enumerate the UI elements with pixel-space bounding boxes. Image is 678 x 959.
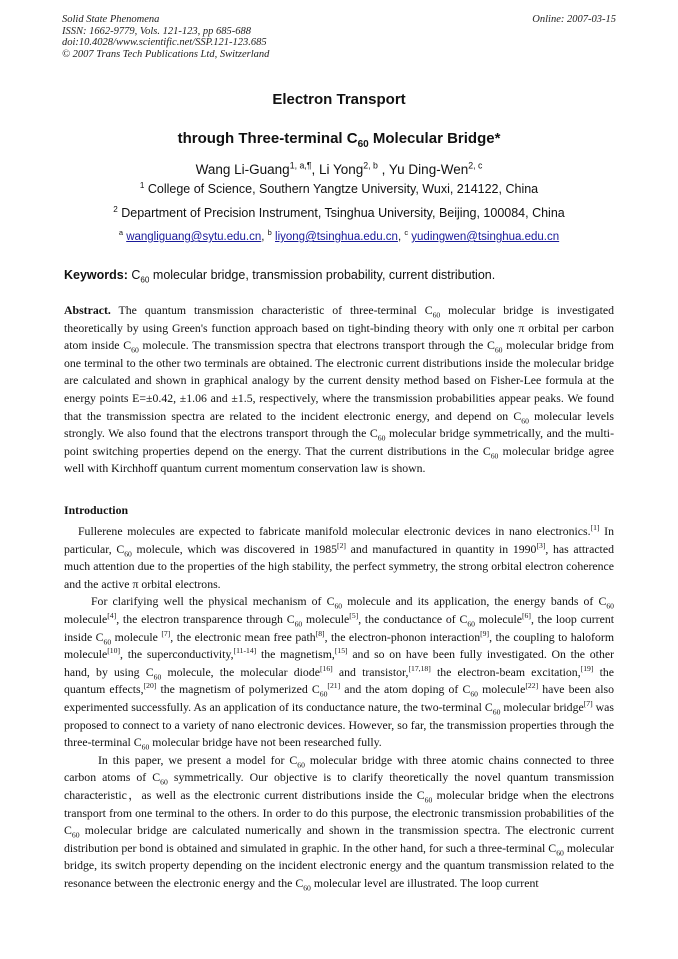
paragraph: For clarifying well the physical mechanism of $C_{60}$ molecule and its application, the energy bands of $C_{60}$ molecule[4], the electron transparence through $C_{60}$ molecule[5], the conductance of $C_{60}$ molecule[6], the loop current inside $C_{60}$ molecule [7], the electronic mean free path[8], the electron-phonon interaction[9], the coupling to haloform molecule[10], the superconductivity,[11-14] the magnetism,[15] and so on have been fully investigated. On the other hand, by using $C_{60}$ molecule, the molecular diode[16] and transistor,[17,18] the electron-beam excitation,[19] the quantum effects,[20] the magnetism of polymerized $C_{60}[21]$ and the atom doping of $C_{60}$ molecule[22] have been also experimented successfully. As an application of its conductance nature, the two-terminal $C_{60}$ molecular bridge[7] was proposed to connect to a variety of nano electronic devices. However, so far, the transmission properties through the three-terminal $C_{60}$ molecular bridge have not been researched fully.	[64, 594, 615, 752]
doi-line: doi:10.4028/www.scientific.net/SSP.121-123.685	[62, 37, 267, 48]
email-link[interactable]: liyong@tsinghua.edu.cn	[275, 231, 398, 243]
section-heading: Introduction	[64, 503, 129, 517]
author-name: , Li Yong	[311, 162, 364, 177]
issn-line: ISSN: 1662-9779, Vols. 121-123, pp 685-688	[62, 25, 251, 37]
journal-name: Solid State Phenomena	[62, 14, 160, 25]
online-date: Online: 2007-03-15	[532, 14, 616, 25]
paragraph: Fullerene molecules are expected to fabricate manifold molecular electronic devices in nano electronics.[1] In particular, $C_{60}$ molecule, which was discovered in 1985[2] and manufactured in quantity in 1990[3], has attracted much attention due to the properties of the high stability, the perfect symmetry, the strong orbital electron coherence and the active π orbital electrons.	[64, 523, 614, 591]
keywords-label: Keywords:	[64, 268, 128, 282]
email-link[interactable]: yudingwen@tsinghua.edu.cn	[411, 231, 560, 243]
author-name: Wang Li-Guang	[195, 162, 290, 177]
affiliation-1: $^1$ College of Science, Southern Yangtze University, Wuxi, 214122, China	[139, 180, 539, 196]
paper-title-line1: Electron Transport	[272, 91, 406, 108]
abstract: Abstract. The quantum transmission characteristic of three-terminal $C_{60}$ molecular bridge is investigated theoretically by using Green's function approach based on tight-binding theory with only one π orbital per carbon atom inside $C_{60}$ molecule. The transmission spectra that electrons transport through the $C_{60}$ molecular bridge from one terminal to the other two terminals are obtained. The electronic current distributions inside the molecular bridge are calculated and shown in graphical analogy by the current density method based on Fisher-Lee formula at the energy points E=±0.42, ±1.06 and ±1.5, respectively, where the transmission probabilities appear peaks. We found that the transmission spectra are related to the incident electronic energy, and depend on $C_{60}$ molecular levels strongly. We also found that the electrons transport through the $C_{60}$ molecular bridge symmetrically, and the multi-point switching properties depend on the energy. That the current distributions in the $C_{60}$ molecular bridge agree well with Kirchhoff quantum current momentum conservation law is shown.	[64, 303, 614, 476]
journal-header	[62, 14, 616, 60]
copyright-line: © 2007 Trans Tech Publications Ltd, Switzerland	[62, 48, 270, 60]
affiliation-2: $^2$ Department of Precision Instrument, Tsinghua University, Beijing, 100084, China	[113, 204, 565, 220]
introduction-body	[64, 523, 614, 892]
email-link[interactable]: wangliguang@sytu.edu.cn	[126, 231, 262, 243]
abstract-label: Abstract.	[64, 303, 111, 317]
author-name: , Yu Ding-Wen	[377, 162, 469, 177]
keywords: Keywords: $C_{60}$ molecular bridge, transmission probability, current distribution.	[64, 268, 496, 285]
email-list: $^a$ wangliguang@sytu.edu.cn, $^b$ liyong@tsinghua.edu.cn, $^c$ yudingwen@tsinghua.edu.cn	[118, 228, 560, 243]
paper-title-line2: through Three-terminal $C_{60}$ Molecular Bridge*	[177, 130, 501, 150]
author-list: Wang Li-Guang$^{1, a,\P}$, Li Yong$^{2, b}$ , Yu Ding-Wen$^{2, c}$	[195, 160, 483, 177]
paragraph: In this paper, we present a model for $C_{60}$ molecular bridge with three atomic chains connected to three carbon atoms of $C_{60}$ symmetrically. Our objective is to clarify theoretically the novel quantum transmission characteristic，as well as the electronic current distributions inside the $C_{60}$ molecular bridge when the electrons transport from one terminal to the others. In order to do this purpose, the electronic transmission probabilities of the $C_{60}$ molecular bridge are calculated numerically and shown in the transmission spectra. The electronic current distribution per bond is obtained and simulated in graphic. In the other hand, for such a three-terminal $C_{60}$ molecular bridge, its switch property depending on the incident electronic energy and the quantum transmission related to the resonance between the electronic energy and the $C_{60}$ molecular level are illustrated. The loop current	[64, 752, 615, 893]
